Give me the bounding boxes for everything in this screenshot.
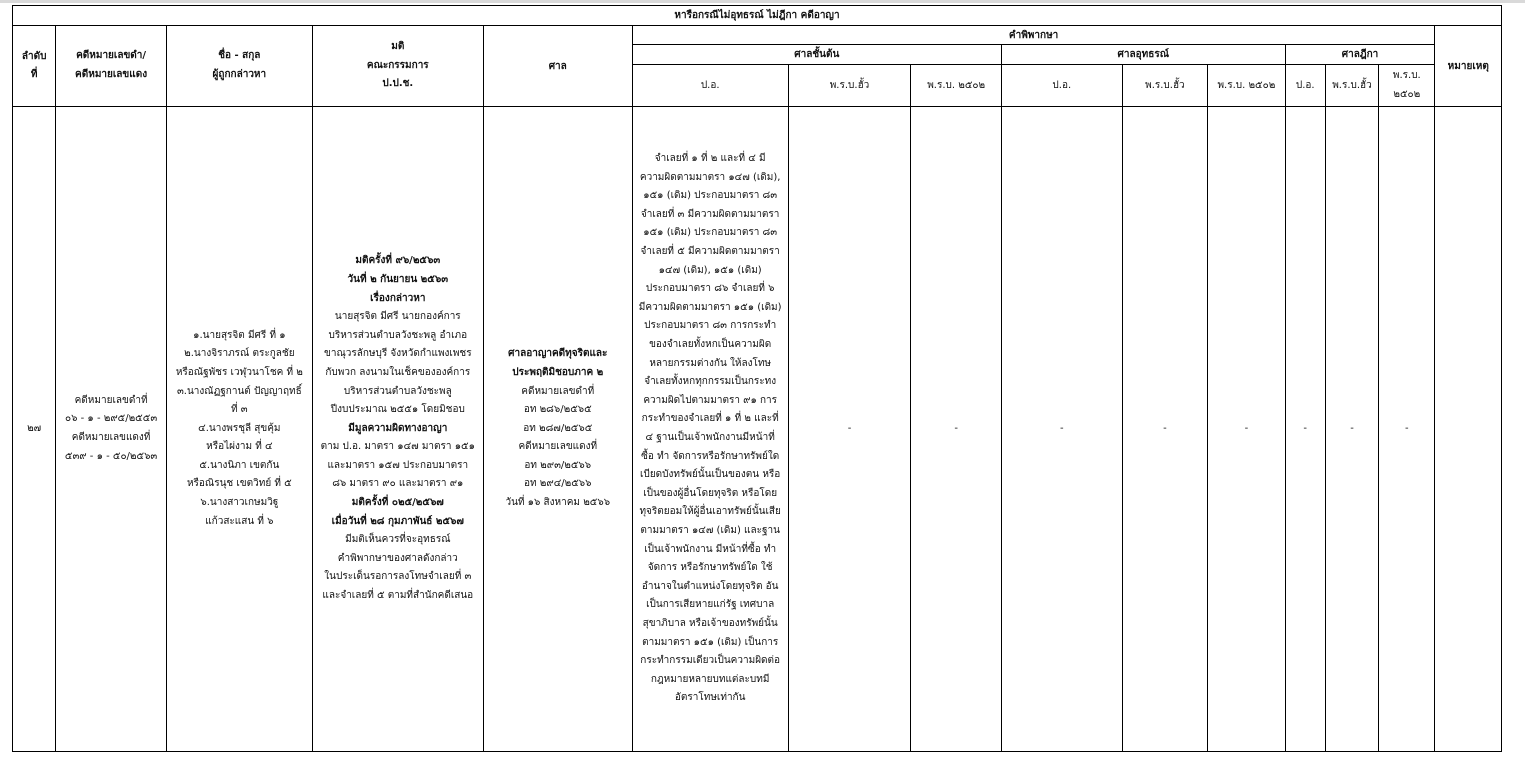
accused-line: ๔.นางพรชุลี สุขคุ้ม	[198, 422, 281, 434]
col-header-appeal-prb-old: พ.ร.บ.ฮั้ว	[1122, 65, 1208, 107]
verdict-line: หลายกรรมต่างกัน ให้ลงโทษ	[649, 357, 772, 369]
resolution-line: เมื่อวันที่ ๒๘ กุมภาพันธ์ ๒๕๖๗	[331, 515, 464, 527]
cell-supreme-prb-old	[1325, 107, 1378, 752]
resolution-line: ตาม ป.อ. มาตรา ๑๔๗ มาตรา ๑๕๑	[320, 441, 475, 453]
cell-court	[483, 107, 632, 752]
viewer-top-edge	[0, 0, 1525, 3]
verdict-line: มีความผิดตามมาตรา ๑๕๑ (เดิม)	[638, 301, 782, 313]
verdict-line: อัตราโทษเท่ากัน	[674, 692, 746, 704]
verdict-line: ทุจริตยอมให้ผู้อื่นเอาทรัพย์นั้นเสีย	[639, 506, 781, 518]
col-header-resolution-line2: คณะกรรมการ	[366, 59, 429, 71]
table-title: หารือกรณีไม่อุทธรณ์ ไม่ฎีกา คดีอาญา	[13, 6, 1502, 26]
verdict-line: ตามมาตรา ๑๔๗ (เดิม) และฐาน	[640, 524, 780, 536]
cell-appeal-prb-2502	[1208, 107, 1285, 752]
resolution-line: เรื่องกล่าวหา	[370, 292, 426, 304]
col-header-first-prb-old: พ.ร.บ.ฮั้ว	[788, 65, 911, 107]
col-header-supreme-prb-2502	[1379, 65, 1435, 107]
cell-no	[13, 107, 56, 752]
verdict-line: ความผิดไปตามมาตรา ๙๑ การ	[643, 394, 778, 406]
col-header-appeal-po: ป.อ.	[1001, 65, 1122, 107]
accused-line: ๖.นางสาวเกษมวิฐู	[200, 497, 279, 509]
resolution-line: และมาตรา ๑๕๗ ประกอบมาตรา	[327, 459, 469, 471]
verdict-line: สุขาภิบาล หรือเจ้าของทรัพย์นั้น	[642, 617, 778, 629]
col-header-no-text: ลำดับที่	[21, 51, 47, 80]
cell-case-no	[56, 107, 167, 752]
verdict-line: เป็นการเสียหายแก่รัฐ เทศบาล	[646, 599, 775, 611]
col-header-remark: หมายเหตุ	[1435, 26, 1502, 107]
col-header-case-no-line1: คดีหมายเลขดำ/	[76, 50, 147, 62]
cell-supreme-prb-2502	[1379, 107, 1435, 752]
verdict-line: ๑๕๑ (เดิม) ประกอบมาตรา ๘๓	[643, 190, 778, 202]
case-table	[12, 5, 1502, 752]
col-header-name-line2: ผู้ถูกกล่าวหา	[212, 69, 267, 80]
col-header-supreme-prb-2502-line1: พ.ร.บ.	[1392, 69, 1421, 81]
accused-line: ๕.นางนิภา เขตกัน	[199, 459, 280, 471]
verdict-line: จัดการ หรือรักษาทรัพย์ใด ใช้	[647, 562, 773, 574]
court-line: ประพฤติมิชอบภาค ๒	[512, 366, 604, 378]
verdict-line: ประกอบมาตรา ๘๓ การกระทำ	[644, 320, 777, 332]
cell-appeal-po	[1001, 107, 1122, 752]
resolution-line: มติครั้งที่ ๙๖/๒๕๖๓	[355, 255, 441, 267]
col-header-name-line1: ชื่อ - สกุล	[218, 50, 261, 62]
resolution-line: ๘๖ มาตรา ๙๐ และมาตรา ๙๑	[332, 478, 464, 490]
dash-appeal-prb-old: -	[1163, 422, 1167, 434]
dash-supreme-po: -	[1303, 422, 1308, 434]
court-line: คดีหมายเลขแดงที่	[518, 441, 598, 453]
col-header-case-no	[56, 26, 167, 107]
col-header-name	[166, 26, 312, 107]
court-line: ศาลอาญาคดีทุจริตและ	[508, 348, 608, 360]
verdict-line: จำเลยทั้งหกทุกกรรมเป็นกระทง	[644, 376, 777, 388]
cell-remark	[1435, 107, 1502, 752]
accused-line: หรือณัฐพัชร เวฬุวนาโชค ที่ ๒	[175, 366, 303, 378]
verdict-line: ๔ ฐานเป็นเจ้าพนักงานมีหน้าที่	[645, 432, 775, 443]
verdict-line: จำเลยที่ ๕ มีความผิดตามมาตรา	[640, 246, 780, 258]
cell-verdict	[632, 107, 788, 752]
cell-supreme-po	[1285, 107, 1325, 752]
court-line: คดีหมายเลขดำที่	[521, 385, 595, 397]
verdict-line: เบียดบังทรัพย์นั้นเป็นของตน หรือ	[640, 469, 781, 481]
verdict-line: จำเลยที่ ๑ ที่ ๒ และที่ ๔ มี	[654, 153, 766, 165]
cell-names	[166, 107, 312, 752]
col-header-supreme-court: ศาลฎีกา	[1285, 45, 1435, 65]
col-header-resolution	[312, 26, 483, 107]
cell-resolution	[312, 107, 483, 752]
accused-line: ๑.นายสุรจิต มีศรี ที่ ๑	[193, 329, 286, 341]
dash-supreme-prb-2502: -	[1405, 422, 1409, 434]
resolution-line: คำพิพากษาของศาลดังกล่าว	[337, 552, 458, 564]
accused-line: ที่ ๓	[231, 404, 248, 416]
resolution-line: และจำเลยที่ ๕ ตามที่สำนักคดีเสนอ	[322, 590, 474, 602]
case-no-line: คดีหมายเลขดำที่	[74, 394, 148, 406]
dash-first-prb-2502: -	[954, 422, 958, 434]
col-header-first-court: ศาลชั้นต้น	[632, 45, 1001, 65]
court-line: อท ๒๘๖/๒๕๖๕	[523, 404, 592, 416]
col-header-first-po: ป.อ.	[632, 65, 788, 107]
remark-text	[1435, 420, 1501, 439]
court-line: อท ๒๙๓/๒๕๖๖	[524, 459, 592, 471]
resolution-line: กับพวก ลงนามในเช็คขององค์การ	[325, 366, 471, 378]
resolution-line: ขาณุวรลักษบุรี จังหวัดกำแพงเพชร	[324, 348, 472, 360]
dash-appeal-prb-2502: -	[1244, 422, 1249, 434]
table-row	[13, 107, 1502, 752]
cell-first-prb-2502	[911, 107, 1002, 752]
col-header-verdict: คำพิพากษา	[632, 26, 1435, 45]
verdict-line: ความผิดตามมาตรา ๑๔๗ (เดิม),	[639, 171, 781, 183]
verdict-line: เป็นของผู้อื่นโดยทุจริต หรือโดย	[643, 487, 778, 499]
cell-appeal-prb-old	[1122, 107, 1208, 752]
accused-line: ๒.นางจิราภรณ์ ตระกูลชัย	[184, 348, 295, 360]
col-header-supreme-prb-2502-line2: ๒๕๐๒	[1393, 88, 1421, 100]
col-header-appeal-prb-2502: พ.ร.บ. ๒๕๐๒	[1208, 65, 1285, 107]
verdict-line: เป็นเจ้าพนักงาน มีหน้าที่ซื้อ ทำ	[644, 543, 777, 555]
dash-appeal-po: -	[1059, 422, 1064, 434]
verdict-line: กระทำกรรมเดียวเป็นความผิดต่อ	[640, 655, 781, 667]
resolution-line: ในประเด็นรอการลงโทษจำเลยที่ ๓	[324, 571, 472, 583]
verdict-line: ซื้อ ทำ จัดการหรือรักษาทรัพย์ใด	[641, 450, 780, 462]
case-no-line: คดีหมายเลขแดงที่	[71, 432, 151, 443]
verdict-line: ประกอบมาตรา ๘๖ จำเลยที่ ๖	[645, 283, 775, 295]
col-header-case-no-line2: คดีหมายเลขแดง	[75, 69, 148, 80]
resolution-line: มติครั้งที่ ๐๒๕/๒๕๖๗	[351, 497, 444, 509]
resolution-line: ปีงบประมาณ ๒๕๕๑ โดยมิชอบ	[330, 404, 465, 416]
col-header-supreme-prb-old: พ.ร.บ.ฮั้ว	[1325, 65, 1378, 107]
accused-line: หรือณิรนุช เขตวิทย์ ที่ ๕	[186, 478, 292, 490]
document-page	[12, 5, 1502, 763]
court-line: อท ๒๘๗/๒๕๖๕	[523, 422, 593, 434]
verdict-line: ตามมาตรา ๑๕๑ (เดิม) เป็นการ	[642, 636, 779, 648]
verdict-line: ๑๔๗ (เดิม), ๑๕๑ (เดิม)	[658, 264, 762, 276]
case-no-line: ๐๖ - ๑ - ๒๙๕/๒๕๕๓	[65, 413, 158, 425]
resolution-line: บริหารส่วนตำบลวังชะพลู	[343, 385, 452, 397]
col-header-resolution-line3: ป.ป.ช.	[382, 78, 414, 90]
resolution-line: บริหารส่วนตำบลวังชะพลู อำเภอ	[328, 329, 468, 341]
col-header-court: ศาล	[483, 26, 632, 107]
court-line: อท ๒๙๔/๒๕๖๖	[524, 478, 592, 490]
verdict-line: กระทำของจำเลยที่ ๑ ที่ ๒ และที่	[641, 413, 779, 425]
dash-supreme-prb-old: -	[1350, 422, 1354, 434]
cell-first-prb-old	[788, 107, 911, 752]
verdict-line: ของจำเลยทั้งหกเป็นความผิด	[649, 339, 772, 351]
case-no-line: ๕๓๙ - ๑ - ๕๐/๒๕๖๓	[64, 450, 158, 462]
row-number: ๒๗	[27, 422, 42, 434]
resolution-line: มีมูลความผิดทางอาญา	[348, 422, 448, 434]
verdict-line: กฎหมายหลายบทแต่ละบทมี	[650, 673, 770, 685]
col-header-supreme-po: ป.อ.	[1285, 65, 1325, 107]
resolution-line: วันที่ ๒ กันยายน ๒๕๖๓	[347, 273, 449, 285]
col-header-resolution-line1: มติ	[391, 41, 405, 53]
accused-line: แก้วสะแสน ที่ ๖	[205, 515, 274, 527]
col-header-no	[13, 26, 56, 107]
accused-line: หรือไผ่งาม ที่ ๔	[206, 441, 273, 453]
verdict-line: ๑๕๑ (เดิม) ประกอบมาตรา ๘๓	[643, 227, 778, 239]
resolution-line: มีมติเห็นควรที่จะอุทธรณ์	[345, 534, 451, 546]
resolution-line: นายสุรจิต มีศรี นายกองค์การ	[334, 311, 461, 323]
col-header-appeal-court: ศาลอุทธรณ์	[1001, 45, 1285, 65]
accused-line: ๓.นางณัฏฐกานต์ ปัญญาฤทธิ์	[176, 385, 302, 397]
verdict-line: อำนาจในตำแหน่งโดยทุจริต อัน	[641, 580, 779, 592]
col-header-first-prb-2502: พ.ร.บ. ๒๕๐๒	[911, 65, 1002, 107]
dash-first-prb-old: -	[847, 422, 852, 434]
verdict-line: จำเลยที่ ๓ มีความผิดตามมาตรา	[640, 208, 780, 220]
court-line: วันที่ ๑๖ สิงหาคม ๒๕๖๖	[505, 497, 611, 509]
